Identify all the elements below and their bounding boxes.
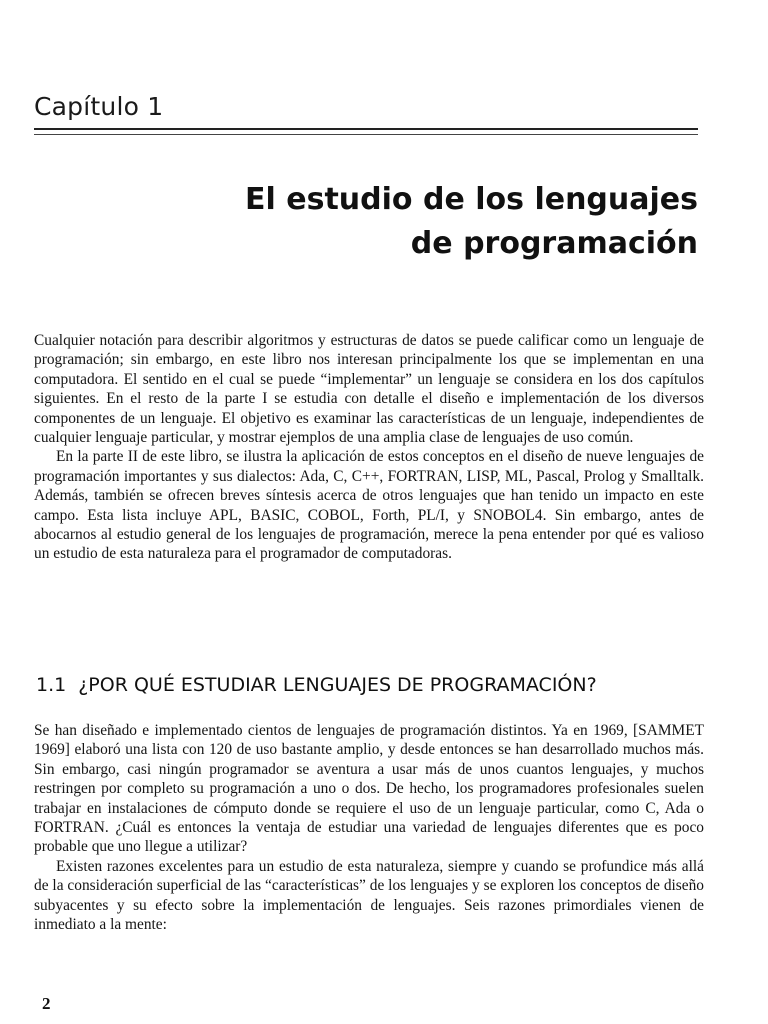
- page-number: 2: [42, 994, 51, 1013]
- header-rule-thick: [34, 128, 698, 130]
- header-rule-thin: [34, 134, 698, 135]
- intro-paragraph-2: En la parte II de este libro, se ilustra la aplicación de estos conceptos en el diseño de nueve lenguajes de programación importantes y sus dialectos: Ada, C, C++, FORTRAN, LISP, ML, Pascal, Prolog y Smalltalk. Además, también se ofrecen breves síntesis acerca de otros lenguajes que han tenido un impacto en este campo. Esta lista incluye APL, BASIC, COBOL, Forth, PL/I, y SNOBOL4. Sin embargo, antes de abocarnos al estudio general de los lenguajes de programación, merece la pena entender por qué es valioso un estudio de esta naturaleza para el programador de computadoras.: [34, 448, 704, 563]
- chapter-title: [98, 178, 698, 266]
- chapter-title-line-2: de programación: [410, 226, 698, 261]
- intro-text: [34, 331, 704, 564]
- intro-paragraph-1: Cualquier notación para describir algoritmos y estructuras de datos se puede calificar como un lenguaje de programación; sin embargo, en este libro nos interesan principalmente los que se implementan en una computadora. El sentido en el cual se puede “implementar” un lenguaje se considera en los dos capítulos siguientes. En el resto de la parte I se estudia con detalle el diseño e implementación de los diversos componentes de un lenguaje. El objetivo es examinar las características de un lenguaje, independientes de cualquier lenguaje particular, y mostrar ejemplos de una amplia clase de lenguajes de uso común.: [34, 332, 704, 447]
- chapter-title-line-1: El estudio de los lenguajes: [245, 182, 698, 217]
- section-number: 1.1: [36, 674, 67, 696]
- section-heading: [36, 674, 597, 696]
- section-title: ¿POR QUÉ ESTUDIAR LENGUAJES DE PROGRAMACIÓN?: [78, 674, 597, 696]
- section-paragraph-2: Existen razones excelentes para un estudio de esta naturaleza, siempre y cuando se profundice más allá de la consideración superficial de las “características” de los lenguajes y se exploren los conceptos de diseño subyacentes y su efecto sobre la implementación de lenguajes. Seis razones primordiales vienen de inmediato a la mente:: [34, 857, 704, 934]
- chapter-label: Capítulo 1: [34, 92, 164, 121]
- section-paragraph-1: Se han diseñado e implementado cientos de lenguajes de programación distintos. Ya en 1969, [SAMMET 1969] elaboró una lista con 120 de uso bastante amplio, y desde entonces se han desarrollado muchos más. Sin embargo, casi ningún programador se aventura a usar más de unos cuantos lenguajes, y muchos restringen por completo su programación a uno o dos. De hecho, los programadores profesionales suelen trabajar en instalaciones de cómputo donde se requiere el uso de un lenguaje particular, como C, Ada o FORTRAN. ¿Cuál es entonces la ventaja de estudiar una variedad de lenguajes diferentes que es poco probable que uno llegue a utilizar?: [34, 722, 704, 856]
- section-body-text: [34, 721, 704, 934]
